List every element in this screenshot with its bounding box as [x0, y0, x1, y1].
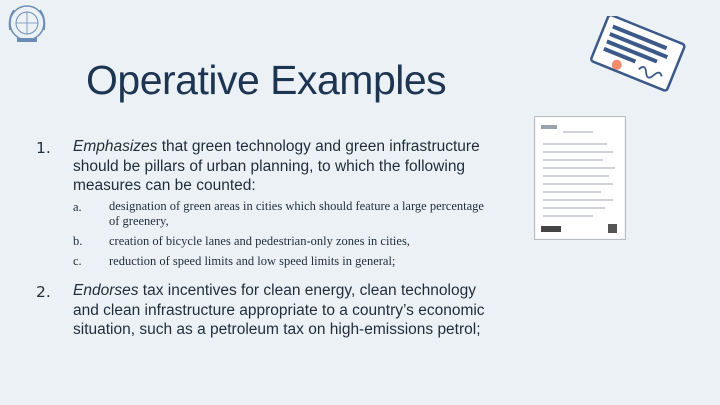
- clause-verb: Endorses: [73, 282, 139, 299]
- un-emblem-icon: [4, 2, 50, 46]
- barcode-icon: [541, 226, 561, 232]
- clause-text: that green technology and green infrastructure should be pillars of urban planning, to which the following measures can be counted:: [73, 138, 480, 194]
- subitem-letter: c.: [73, 254, 82, 268]
- clause-verb: Emphasizes: [73, 138, 158, 155]
- operative-clause: [73, 281, 503, 340]
- resolution-preview-thumbnail: [534, 116, 626, 240]
- page-title: Operative Examples: [86, 57, 447, 104]
- signed-document-icon: [582, 16, 694, 94]
- subitem-text: designation of green areas in cities which should feature a large percentage of greenery,: [109, 199, 484, 228]
- item-number: 2.: [36, 283, 51, 301]
- clause-text: tax incentives for clean energy, clean technology and clean infrastructure appropriate to a country’s economic situation, such as a petroleum tax on high-emissions petrol;: [73, 282, 485, 338]
- subitem-text: reduction of speed limits and low speed limits in general;: [109, 254, 396, 268]
- subitem-text: creation of bicycle lanes and pedestrian-only zones in cities,: [109, 234, 410, 248]
- qr-code-icon: [608, 224, 617, 233]
- item-number: 1.: [36, 139, 51, 157]
- subitem-letter: a.: [73, 200, 82, 214]
- operative-clause: [73, 137, 493, 196]
- subitem-letter: b.: [73, 234, 83, 248]
